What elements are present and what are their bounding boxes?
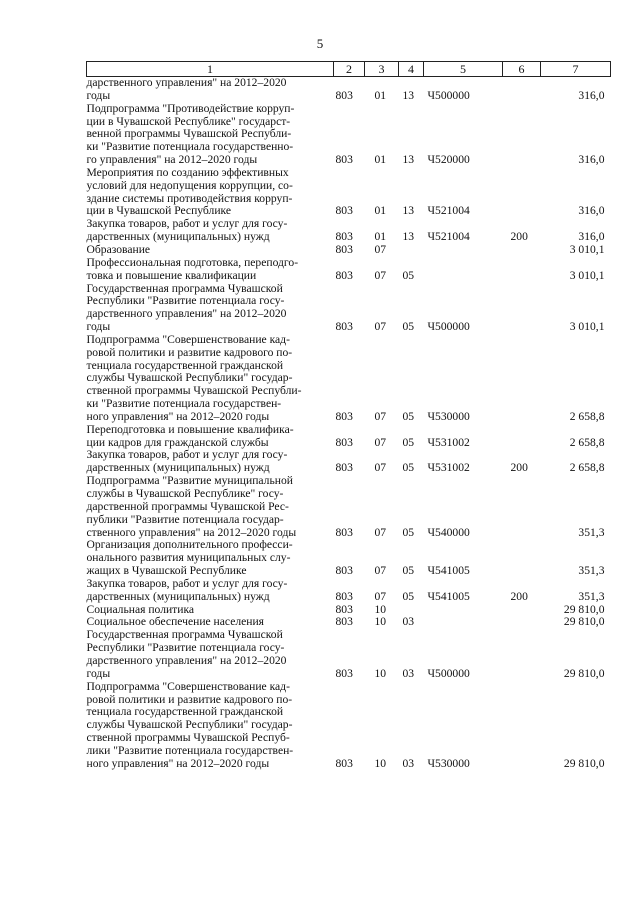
table-row (87, 283, 611, 334)
row-name-line: Образование (86, 242, 151, 256)
row-cell-c2: 803 (335, 564, 353, 578)
row-cell-c6 (503, 257, 541, 283)
row-name-line: Закупка товаров, работ и услуг для госу- (86, 217, 288, 231)
row-name-line: годы (86, 88, 111, 102)
row-cell-c7: 316,0 (578, 204, 605, 218)
row-name-line: лики "Развитие потенциала государствен- (86, 743, 294, 757)
row-name-line: Переподготовка и повышение квалифика- (86, 422, 294, 436)
header-cell: 1 (87, 62, 334, 77)
row-name-line: Закупка товаров, работ и услуг для госу- (86, 448, 288, 462)
row-cell-c6 (503, 103, 541, 167)
row-cell-c7: 3 010,1 (569, 320, 605, 334)
row-cell-c3: 07 (374, 242, 387, 256)
header-cell: 3 (365, 62, 399, 77)
table-row (87, 449, 611, 475)
row-cell-c2: 803 (335, 230, 353, 244)
row-cell-c3: 01 (374, 204, 387, 218)
row-name-line: дарственной программы Чувашской Рес- (86, 499, 289, 513)
row-cell-c2: 803 (335, 666, 353, 680)
row-cell-c7: 316,0 (578, 153, 605, 167)
row-cell-c2: 803 (335, 461, 353, 475)
row-name-line: Государственная программа Чувашской (86, 281, 283, 295)
row-cell-c7: 29 810,0 (563, 602, 605, 616)
row-cell-c4: 13 (402, 230, 415, 244)
row-name-cell (87, 283, 334, 334)
row-cell-c7: 316,0 (578, 230, 605, 244)
row-cell-c6 (503, 77, 541, 103)
row-cell-c6 (503, 167, 541, 218)
row-cell-c5: Ч531002 (427, 435, 470, 449)
row-cell-c7: 351,3 (578, 564, 605, 578)
row-name-line: условий для недопущения коррупции, со- (86, 178, 293, 192)
row-cell-c4: 05 (402, 268, 415, 282)
row-name-line: Республики "Развитие потенциала госу- (86, 294, 285, 308)
row-name-line: ного управления" на 2012–2020 годы (86, 756, 270, 770)
row-cell-c2: 803 (335, 615, 353, 629)
row-name-line: товка и повышение квалификации (86, 268, 257, 282)
row-name-line: годы (86, 666, 111, 680)
table-row (87, 424, 611, 450)
row-name-cell (87, 578, 334, 604)
row-cell-c3: 01 (374, 153, 387, 167)
row-cell-c5: Ч530000 (427, 409, 470, 423)
row-cell-c2: 803 (335, 204, 353, 218)
header-cell: 5 (424, 62, 503, 77)
row-cell-c7: 3 010,1 (569, 268, 605, 282)
row-cell-c4: 05 (402, 461, 415, 475)
row-cell-c3: 07 (374, 589, 387, 603)
row-cell-c7: 351,3 (578, 525, 605, 539)
row-name-line: дарственных (муниципальных) нужд (86, 230, 270, 244)
row-cell-c3: 10 (374, 615, 387, 629)
row-cell-c7: 3 010,1 (569, 242, 605, 256)
row-cell-c2: 803 (335, 153, 353, 167)
row-cell-c3: 10 (374, 666, 387, 680)
row-name-line: здание системы противодействия корруп- (86, 191, 293, 205)
row-cell-c7: 316,0 (578, 88, 605, 102)
row-cell-c4: 13 (402, 204, 415, 218)
row-name-line: го управления" на 2012–2020 годы (86, 153, 258, 167)
row-cell-c5 (424, 616, 503, 629)
row-cell-c5: Ч520000 (427, 153, 470, 167)
table-row (87, 244, 611, 257)
row-cell-c7: 29 810,0 (563, 615, 605, 629)
row-cell-c5: Ч540000 (427, 525, 470, 539)
row-cell-c2: 803 (335, 320, 353, 334)
row-cell-c2: 803 (335, 435, 353, 449)
row-cell-c6: 200 (510, 230, 528, 244)
row-cell-c7: 29 810,0 (563, 666, 605, 680)
row-cell-c5: Ч521004 (427, 230, 470, 244)
row-name-line: Подпрограмма "Противодействие корруп- (86, 101, 295, 115)
row-cell-c4: 03 (402, 615, 415, 629)
row-name-line: венной программы Чувашской Республи- (86, 127, 292, 141)
row-cell-c6 (503, 604, 541, 617)
table-row (87, 539, 611, 578)
row-cell-c2: 803 (335, 242, 353, 256)
row-cell-c2: 803 (335, 602, 353, 616)
row-name-line: Профессиональная подготовка, переподго- (86, 255, 299, 269)
row-name-line: Закупка товаров, работ и услуг для госу- (86, 576, 288, 590)
table-row (87, 218, 611, 244)
row-name-line: ровой политики и развитие кадрового по- (86, 692, 293, 706)
row-cell-c3: 07 (374, 409, 387, 423)
row-name-line: дарственного управления" на 2012–2020 (86, 307, 287, 321)
row-cell-c7: 29 810,0 (563, 756, 605, 770)
row-cell-c6 (503, 475, 541, 539)
table-body (87, 77, 611, 771)
row-cell-c6 (503, 244, 541, 257)
row-name-line: Подпрограмма "Совершенствование кад- (86, 679, 290, 693)
row-cell-c3: 10 (374, 602, 387, 616)
row-cell-c7: 2 658,8 (569, 461, 605, 475)
row-name-line: дарственных (муниципальных) нужд (86, 589, 270, 603)
row-name-line: ровой политики и развитие кадрового по- (86, 345, 293, 359)
row-name-line: жащих в Чувашской Республике (86, 564, 247, 578)
row-name-line: ки "Развитие потенциала государствен- (86, 397, 282, 411)
row-cell-c4: 03 (402, 756, 415, 770)
row-cell-c2: 803 (335, 525, 353, 539)
row-name-line: Подпрограмма "Развитие муниципальной (86, 474, 293, 488)
row-cell-c7: 2 658,8 (569, 435, 605, 449)
row-name-cell (87, 424, 334, 450)
row-cell-c5: Ч521004 (427, 204, 470, 218)
row-cell-c4 (399, 244, 424, 257)
row-cell-c3: 07 (374, 461, 387, 475)
row-cell-c5: Ч500000 (427, 320, 470, 334)
row-name-cell (87, 539, 334, 578)
row-name-line: публики "Развитие потенциала государ- (86, 512, 284, 526)
row-cell-c3: 07 (374, 564, 387, 578)
row-cell-c4: 05 (402, 320, 415, 334)
row-cell-c3: 01 (374, 88, 387, 102)
row-name-line: годы (86, 320, 111, 334)
row-name-cell (87, 244, 334, 257)
row-name-line: онального развития муниципальных слу- (86, 551, 291, 565)
row-name-line: Республики "Развитие потенциала госу- (86, 641, 285, 655)
table-row (87, 103, 611, 167)
row-name-line: Организация дополнительного професси- (86, 538, 293, 552)
row-name-line: Социальная политика (86, 602, 195, 616)
table-row (87, 578, 611, 604)
row-name-line: Мероприятия по созданию эффективных (86, 165, 289, 179)
row-cell-c7: 2 658,8 (569, 409, 605, 423)
row-cell-c2: 803 (335, 88, 353, 102)
row-cell-c6: 200 (510, 589, 528, 603)
row-cell-c3: 07 (374, 435, 387, 449)
row-name-cell (87, 681, 334, 771)
row-name-cell (87, 475, 334, 539)
table-row (87, 334, 611, 424)
row-name-line: дарственного управления" на 2012–2020 (86, 653, 287, 667)
row-cell-c5: Ч531002 (427, 461, 470, 475)
row-name-cell (87, 103, 334, 167)
row-cell-c6 (503, 539, 541, 578)
row-cell-c5: Ч500000 (427, 666, 470, 680)
row-name-line: службы Чувашской Республики" государ- (86, 718, 293, 732)
row-cell-c4: 05 (402, 589, 415, 603)
row-name-cell (87, 257, 334, 283)
row-cell-c3: 10 (374, 756, 387, 770)
row-cell-c5 (424, 257, 503, 283)
row-cell-c6: 200 (510, 461, 528, 475)
row-cell-c2: 803 (335, 409, 353, 423)
row-cell-c3: 07 (374, 268, 387, 282)
row-name-line: ции в Чувашской Республике" государст- (86, 114, 291, 128)
row-cell-c4: 13 (402, 153, 415, 167)
row-cell-c5 (424, 244, 503, 257)
row-cell-c4: 05 (402, 435, 415, 449)
row-cell-c6 (503, 283, 541, 334)
table-row (87, 475, 611, 539)
table-row (87, 629, 611, 680)
row-name-cell (87, 77, 334, 103)
row-name-line: службы в Чувашской Республике" госу- (86, 487, 284, 500)
row-name-line: ственной программы Чувашской Респуб- (86, 731, 290, 745)
row-name-line: ственной программы Чувашской Республи- (86, 384, 302, 398)
row-name-cell (87, 334, 334, 424)
row-cell-c4: 05 (402, 564, 415, 578)
header-cell: 7 (541, 62, 611, 77)
page-number: 5 (316, 36, 324, 51)
row-cell-c2: 803 (335, 756, 353, 770)
row-name-line: службы Чувашской Республики" государ- (86, 371, 293, 385)
table-row (87, 257, 611, 283)
row-cell-c3: 07 (374, 320, 387, 334)
budget-table (86, 61, 611, 771)
row-name-line: ки "Развитие потенциала государственно- (86, 140, 294, 154)
row-cell-c5 (424, 604, 503, 617)
row-name-line: тенциала государственной гражданской (86, 358, 284, 372)
row-cell-c6 (503, 629, 541, 680)
row-name-cell (87, 449, 334, 475)
row-cell-c5: Ч541005 (427, 589, 470, 603)
table-header-row (87, 62, 611, 77)
row-name-line: Социальное обеспечение населения (86, 615, 265, 629)
row-name-line: ции в Чувашской Республике (86, 204, 232, 218)
row-cell-c5: Ч541005 (427, 564, 470, 578)
table-row (87, 681, 611, 771)
row-name-cell (87, 218, 334, 244)
row-name-line: дарственного управления" на 2012–2020 (86, 76, 287, 89)
row-cell-c6 (503, 334, 541, 424)
row-cell-c3: 07 (374, 525, 387, 539)
header-cell: 2 (334, 62, 365, 77)
table-row (87, 167, 611, 218)
row-cell-c6 (503, 616, 541, 629)
row-cell-c2: 803 (335, 268, 353, 282)
row-name-line: тенциала государственной гражданской (86, 705, 284, 719)
row-name-cell (87, 167, 334, 218)
row-name-line: Подпрограмма "Совершенствование кад- (86, 332, 290, 346)
row-cell-c4: 03 (402, 666, 415, 680)
row-cell-c5: Ч530000 (427, 756, 470, 770)
row-name-line: дарственных (муниципальных) нужд (86, 461, 270, 475)
row-name-line: ции кадров для гражданской службы (86, 435, 269, 449)
header-cell: 6 (503, 62, 541, 77)
row-cell-c3: 01 (374, 230, 387, 244)
row-cell-c4: 13 (402, 88, 415, 102)
row-name-line: ственного управления" на 2012–2020 годы (86, 525, 297, 539)
row-cell-c4: 05 (402, 525, 415, 539)
row-cell-c6 (503, 681, 541, 771)
row-name-line: ного управления" на 2012–2020 годы (86, 409, 270, 423)
row-cell-c7: 351,3 (578, 589, 605, 603)
row-cell-c4: 05 (402, 409, 415, 423)
row-cell-c5: Ч500000 (427, 88, 470, 102)
header-cell: 4 (399, 62, 424, 77)
row-name-cell (87, 629, 334, 680)
table-row (87, 77, 611, 103)
row-cell-c6 (503, 424, 541, 450)
row-name-line: Государственная программа Чувашской (86, 628, 283, 642)
row-cell-c2: 803 (335, 589, 353, 603)
